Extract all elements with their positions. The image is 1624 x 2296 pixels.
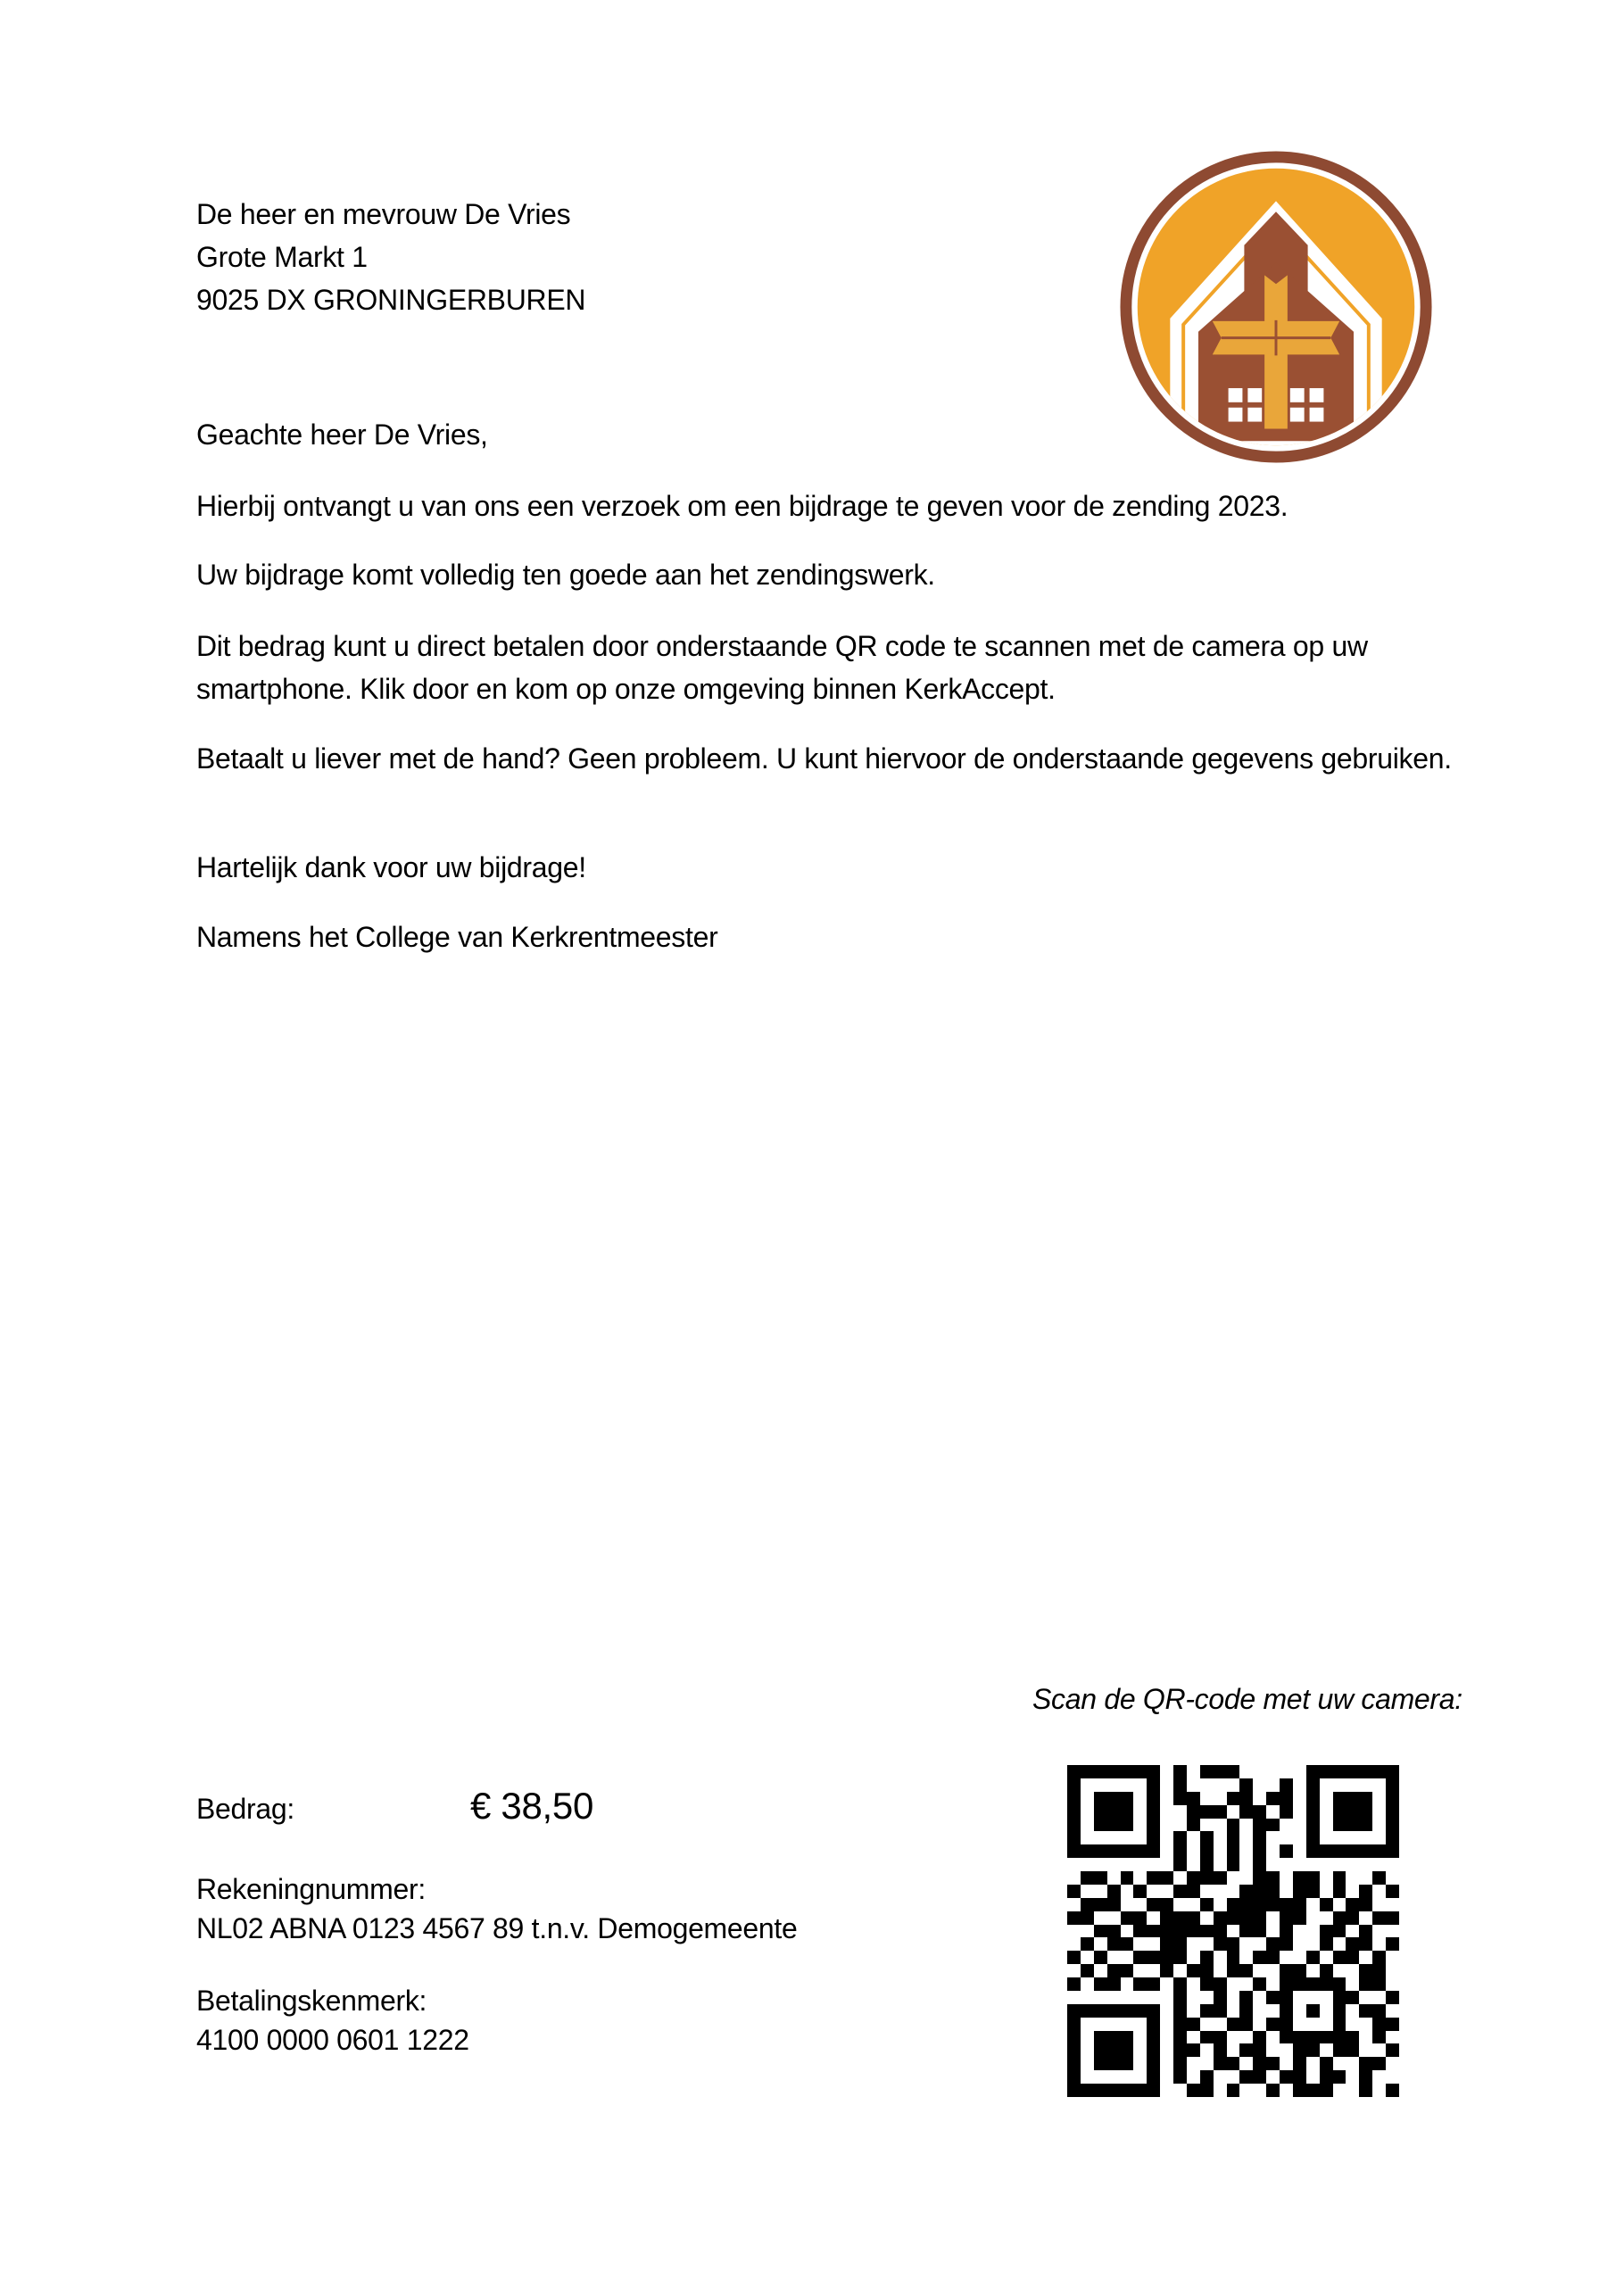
reference-block bbox=[196, 1981, 469, 2060]
recipient-name: De heer en mevrouw De Vries bbox=[196, 198, 571, 230]
thanks-line: Hartelijk dank voor uw bijdrage! bbox=[196, 851, 586, 883]
paragraph-manual-payment: Betaalt u liever met de hand? Geen probleem. U kunt hiervoor de onderstaande gegevens gebruiken. bbox=[196, 742, 1452, 775]
paragraph-qr-line2: smartphone. Klik door en kom op onze omgeving binnen KerkAccept. bbox=[196, 673, 1056, 705]
amount-label: Bedrag: bbox=[196, 1793, 294, 1825]
paragraph-request: Hierbij ontvangt u van ons een verzoek om een bijdrage te geven voor de zending 2023. bbox=[196, 490, 1288, 522]
paragraph-qr-line1: Dit bedrag kunt u direct betalen door onderstaande QR code te scannen met de camera op uw bbox=[196, 630, 1368, 662]
account-label: Rekeningnummer: bbox=[196, 1873, 426, 1905]
paragraph-qr-instructions bbox=[196, 625, 1368, 710]
signoff-line: Namens het College van Kerkrentmeester bbox=[196, 921, 718, 953]
recipient-city: 9025 DX GRONINGERBUREN bbox=[196, 284, 586, 316]
paragraph-purpose: Uw bijdrage komt volledig ten goede aan het zendingswerk. bbox=[196, 559, 935, 591]
church-logo bbox=[1117, 148, 1435, 466]
recipient-address bbox=[196, 193, 585, 321]
qr-code bbox=[1067, 1765, 1399, 2097]
salutation: Geachte heer De Vries, bbox=[196, 419, 488, 451]
recipient-street: Grote Markt 1 bbox=[196, 241, 368, 273]
account-value: NL02 ABNA 0123 4567 89 t.n.v. Demogemeente bbox=[196, 1912, 798, 1944]
amount-value: € 38,50 bbox=[470, 1785, 594, 1827]
church-logo-graphic bbox=[1117, 148, 1435, 466]
reference-label: Betalingskenmerk: bbox=[196, 1985, 427, 2017]
account-block bbox=[196, 1869, 798, 1948]
reference-value: 4100 0000 0601 1222 bbox=[196, 2024, 469, 2056]
qr-caption: Scan de QR-code met uw camera: bbox=[1032, 1683, 1462, 1715]
